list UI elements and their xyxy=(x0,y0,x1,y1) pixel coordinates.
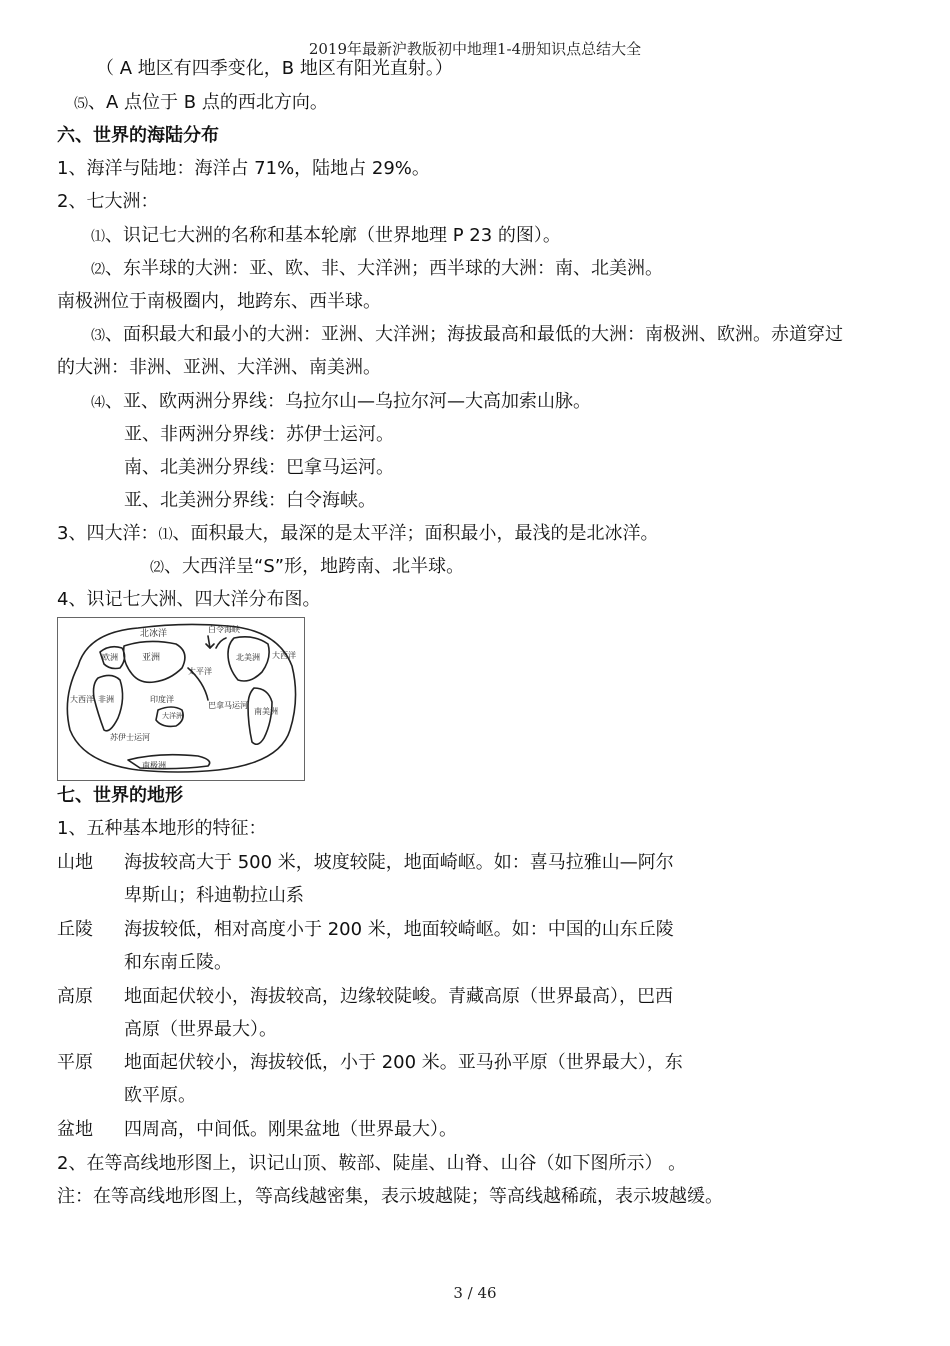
text-content: 3、四大洋： xyxy=(57,523,159,544)
text-line xyxy=(91,224,561,249)
map-label-panama: 巴拿马运河 xyxy=(208,701,248,710)
map-label-arctic: 北冰洋 xyxy=(140,629,168,639)
map-label-atlantic-west: 大西洋 xyxy=(70,695,94,704)
item-number: ⑸ xyxy=(74,96,88,112)
text-line: 1、海洋与陆地：海洋占 71%，陆地占 29%。 xyxy=(57,158,430,179)
text-line: 2、七大洲： xyxy=(57,191,159,212)
landform-desc: 高原（世界最大）。 xyxy=(124,1019,277,1040)
text-line xyxy=(91,390,591,415)
text-line xyxy=(150,555,464,580)
item-number: ⑷ xyxy=(91,395,105,411)
landform-term: 盆地 xyxy=(57,1119,93,1140)
text-content: 、亚、欧两洲分界线：乌拉尔山—乌拉尔河—大高加索山脉。 xyxy=(105,391,591,412)
map-label-s-america: 南美洲 xyxy=(254,707,278,716)
text-line: （ A 地区有四季变化，B 地区有阳光直射。） xyxy=(96,58,453,79)
text-line: 1、五种基本地形的特征： xyxy=(57,818,267,839)
landform-desc: 欧平原。 xyxy=(124,1085,196,1106)
landform-desc: 地面起伏较小，海拔较低，小于 200 米。亚马孙平原（世界最大），东 xyxy=(124,1052,683,1073)
text-content: 、大西洋呈“S”形，地跨南、北半球。 xyxy=(164,556,465,577)
landform-term: 高原 xyxy=(57,986,93,1007)
landform-desc: 海拔较低，相对高度小于 200 米，地面较崎岖。如：中国的山东丘陵 xyxy=(124,919,674,940)
item-number: ⑶ xyxy=(91,328,105,344)
text-content: 、面积最大和最小的大洲：亚洲、大洋洲；海拔最高和最低的大洲：南极洲、欧洲。赤道穿过 xyxy=(105,324,843,345)
section-heading: 六、世界的海陆分布 xyxy=(57,125,219,146)
text-line: 南、北美洲分界线：巴拿马运河。 xyxy=(124,457,394,478)
landform-desc: 四周高，中间低。刚果盆地（世界最大）。 xyxy=(124,1119,457,1140)
text-line: 注：在等高线地形图上，等高线越密集，表示坡越陡；等高线越稀疏，表示坡越缓。 xyxy=(57,1186,723,1207)
text-line: 4、识记七大洲、四大洋分布图。 xyxy=(57,589,321,610)
map-label-antarctica: 南极洲 xyxy=(142,761,166,770)
text-line: 南极洲位于南极圈内，地跨东、西半球。 xyxy=(57,291,381,312)
landform-term: 丘陵 xyxy=(57,919,93,940)
text-content: 、A 点位于 B 点的西北方向。 xyxy=(88,92,328,113)
text-content: 、识记七大洲的名称和基本轮廓（世界地理 P 23 的图）。 xyxy=(105,225,561,246)
section-heading: 七、世界的地形 xyxy=(57,785,183,806)
page-header: 2019年最新沪教版初中地理1-4册知识点总结大全 xyxy=(308,40,642,58)
landform-term: 平原 xyxy=(57,1052,93,1073)
text-content: 、面积最大，最深的是太平洋；面积最小，最浅的是北冰洋。 xyxy=(172,523,659,544)
map-label-suez: 苏伊士运河 xyxy=(110,733,150,742)
text-line xyxy=(57,522,658,547)
item-number: ⑵ xyxy=(150,560,164,576)
map-label-n-america: 北美洲 xyxy=(236,653,260,662)
landform-term: 山地 xyxy=(57,852,93,873)
map-label-oceania: 大洋洲 xyxy=(162,712,183,720)
map-label-europe: 欧洲 xyxy=(102,653,118,662)
text-content: 、东半球的大洲：亚、欧、非、大洋洲；西半球的大洲：南、北美洲。 xyxy=(105,258,663,279)
item-number: ⑴ xyxy=(158,527,173,543)
map-label-pacific-east: 大西洋 xyxy=(272,651,296,660)
map-label-bering: 白令海峡 xyxy=(208,625,240,634)
text-line xyxy=(91,323,843,348)
map-label-pacific: 太平洋 xyxy=(188,667,212,676)
map-label-africa: 非洲 xyxy=(98,695,114,704)
landform-desc: 卑斯山；科迪勒拉山系 xyxy=(124,885,304,906)
world-map-sketch xyxy=(58,618,304,780)
page-number: 3 / 46 xyxy=(453,1284,497,1302)
text-line: 的大洲：非洲、亚洲、大洋洲、南美洲。 xyxy=(57,357,381,378)
landform-desc: 和东南丘陵。 xyxy=(124,952,232,973)
text-line: 2、在等高线地形图上，识记山顶、鞍部、陡崖、山脊、山谷（如下图所示） 。 xyxy=(57,1153,687,1174)
text-line xyxy=(91,257,663,282)
landform-desc: 海拔较高大于 500 米，坡度较陡，地面崎岖。如：喜马拉雅山—阿尔 xyxy=(124,852,674,873)
text-line: 亚、北美洲分界线：白令海峡。 xyxy=(124,490,376,511)
landform-desc: 地面起伏较小，海拔较高，边缘较陡峻。青藏高原（世界最高），巴西 xyxy=(124,986,673,1007)
item-number: ⑴ xyxy=(91,229,105,245)
map-label-asia: 亚洲 xyxy=(142,653,161,663)
item-number: ⑵ xyxy=(91,262,105,278)
text-line: 亚、非两洲分界线：苏伊士运河。 xyxy=(124,424,394,445)
text-line xyxy=(74,91,328,116)
map-label-indian: 印度洋 xyxy=(150,695,174,704)
world-map-image xyxy=(57,617,305,781)
